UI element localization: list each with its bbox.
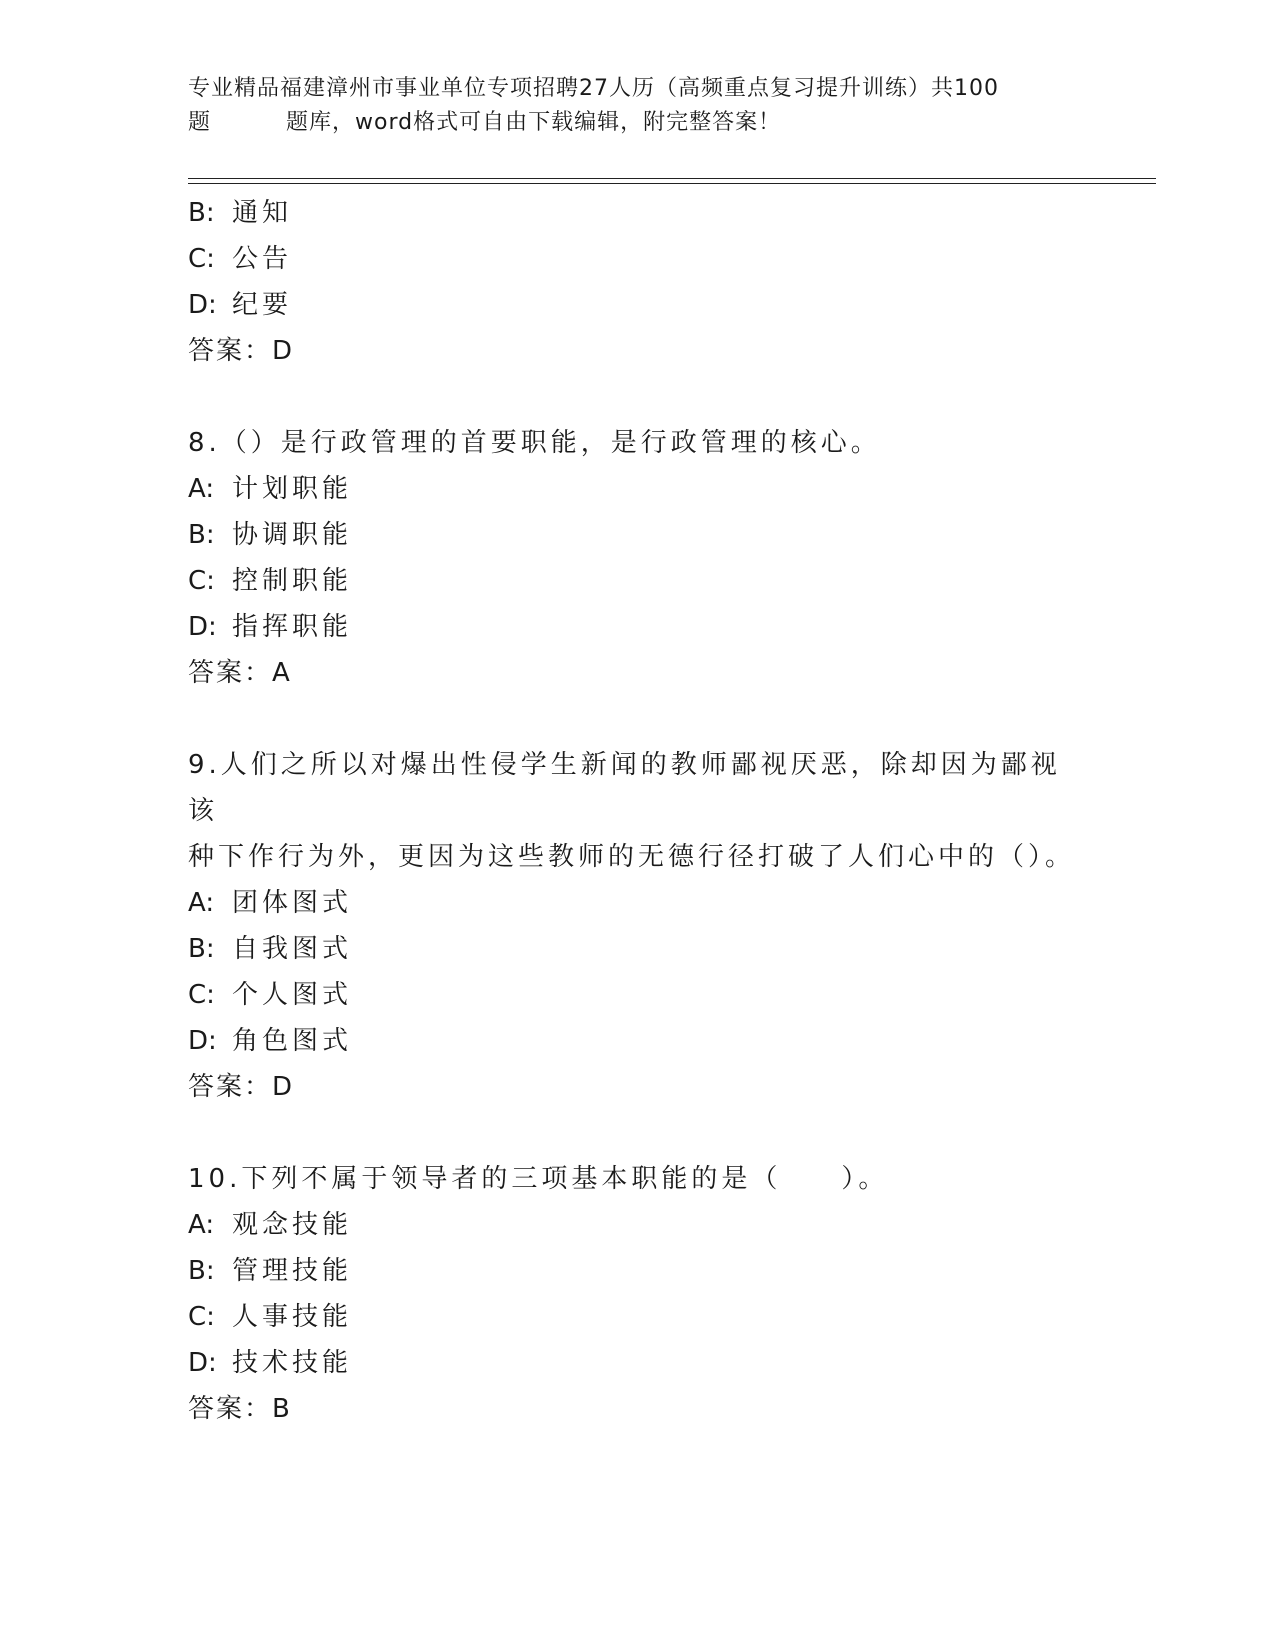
option-letter: A: <box>188 888 215 918</box>
option-letter: C: <box>188 1302 215 1332</box>
option-a <box>188 466 1088 512</box>
option-letter: A: <box>188 474 215 504</box>
option-text: 个人图式 <box>232 980 353 1010</box>
question-list <box>188 190 1088 1432</box>
option-text: 纪要 <box>232 290 293 320</box>
option-text: 计划职能 <box>232 474 353 504</box>
option-b <box>188 926 1088 972</box>
option-b <box>188 1248 1088 1294</box>
option-d <box>188 1340 1088 1386</box>
option-letter: C: <box>188 980 215 1010</box>
question-text: 8.（）是行政管理的首要职能，是行政管理的核心。 <box>188 428 881 458</box>
option-letter: B: <box>188 198 215 228</box>
answer-line: 答案：D <box>188 336 295 366</box>
option-letter: D: <box>188 290 217 320</box>
option-a <box>188 1202 1088 1248</box>
option-text: 团体图式 <box>232 888 353 918</box>
option-text: 自我图式 <box>232 934 353 964</box>
option-text: 观念技能 <box>232 1210 353 1240</box>
header-title-line2 <box>188 106 1088 140</box>
option-b <box>188 190 1088 236</box>
option-d <box>188 1018 1088 1064</box>
option-letter: D: <box>188 1348 217 1378</box>
option-d <box>188 604 1088 650</box>
option-letter: B: <box>188 520 215 550</box>
option-letter: C: <box>188 566 215 596</box>
question-block-8 <box>188 420 1088 696</box>
option-letter: C: <box>188 244 215 274</box>
question-block-7 <box>188 190 1088 374</box>
option-c <box>188 236 1088 282</box>
header-divider-bottom <box>188 183 1156 184</box>
header-divider-top <box>188 178 1156 179</box>
answer-line: 答案：B <box>188 1394 292 1424</box>
option-text: 管理技能 <box>232 1256 353 1286</box>
question-block-10 <box>188 1156 1088 1432</box>
answer-line: 答案：D <box>188 1072 295 1102</box>
option-b <box>188 512 1088 558</box>
header-title-line1: 专业精品福建漳州市事业单位专项招聘27人历（高频重点复习提升训练）共100 <box>188 76 999 101</box>
option-letter: B: <box>188 1256 215 1286</box>
option-text: 技术技能 <box>232 1348 353 1378</box>
option-letter: D: <box>188 612 217 642</box>
question-block-9 <box>188 742 1088 1110</box>
option-letter: D: <box>188 1026 217 1056</box>
option-text: 公告 <box>232 244 293 274</box>
question-text: 10.下列不属于领导者的三项基本职能的是（ ）。 <box>188 1164 889 1194</box>
option-letter: A: <box>188 1210 215 1240</box>
header-title-line2-a: 题 <box>188 110 212 135</box>
option-c <box>188 1294 1088 1340</box>
option-d <box>188 282 1088 328</box>
option-text: 通知 <box>232 198 293 228</box>
option-text: 人事技能 <box>232 1302 353 1332</box>
option-text: 角色图式 <box>232 1026 353 1056</box>
option-text: 控制职能 <box>232 566 353 596</box>
question-text-line1: 9.人们之所以对爆出性侵学生新闻的教师鄙视厌恶，除却因为鄙视该 <box>188 750 1061 826</box>
header-title-line2-b: 题库，word格式可自由下载编辑，附完整答案！ <box>286 110 782 135</box>
option-text: 协调职能 <box>232 520 353 550</box>
option-text: 指挥职能 <box>232 612 353 642</box>
option-a <box>188 880 1088 926</box>
question-text-line2: 种下作行为外，更因为这些教师的无德行径打破了人们心中的（）。 <box>188 842 1076 872</box>
answer-line: 答案：A <box>188 658 292 688</box>
option-letter: B: <box>188 934 215 964</box>
document-header <box>188 72 1088 140</box>
option-c <box>188 558 1088 604</box>
option-c <box>188 972 1088 1018</box>
